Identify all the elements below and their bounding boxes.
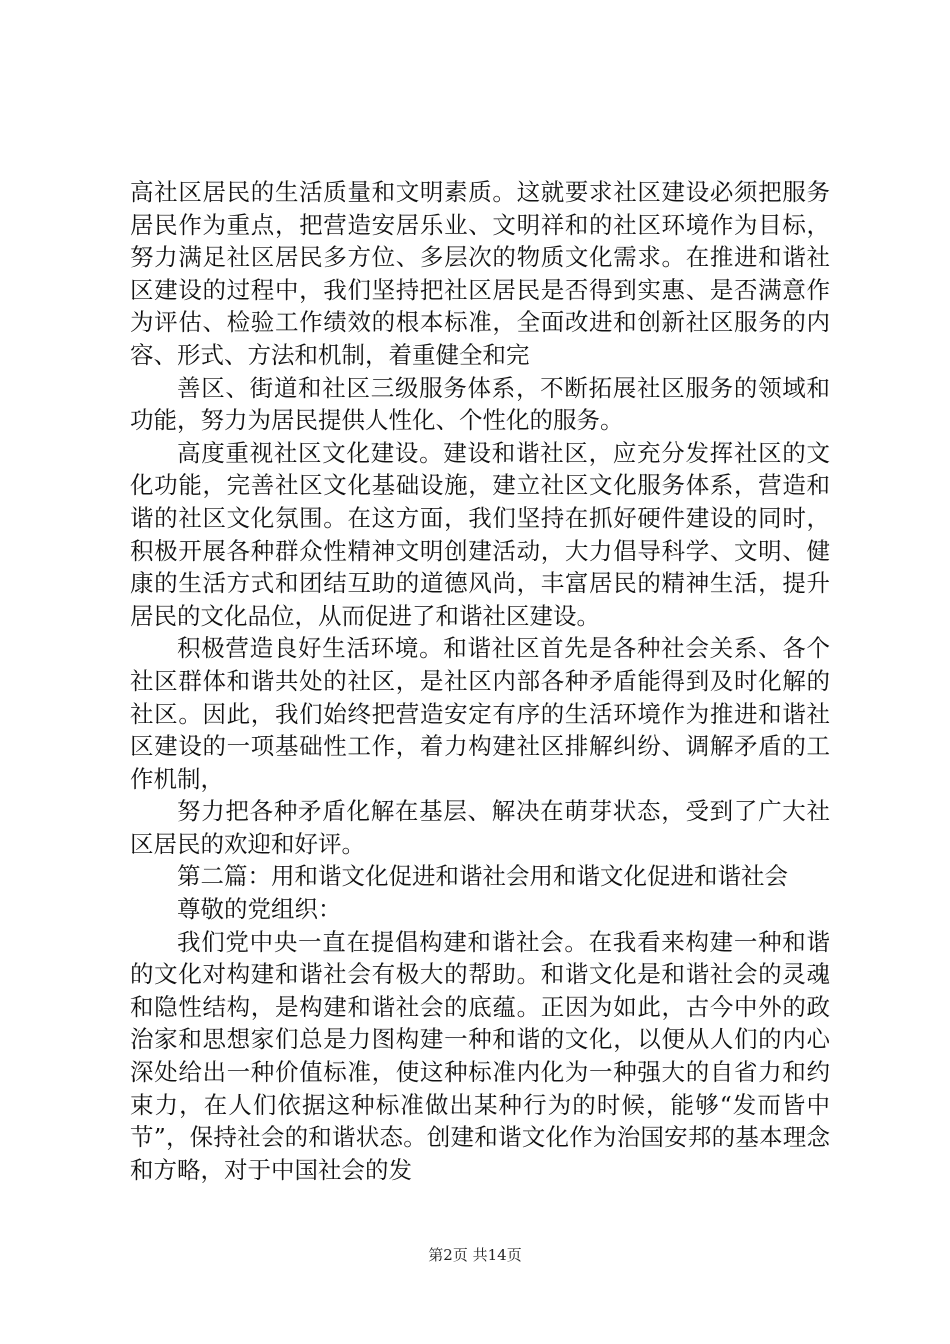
page-number-footer: 第2页 共14页 <box>428 1246 522 1264</box>
paragraph-4: 积极营造良好生活环境。和谐社区首先是各种社会关系、各个社区群体和谐共处的社区，是社区内部各种矛盾能得到及时化解的社区。因此，我们始终把营造安定有序的生活环境作为推进和谐社区建设的一项基础性工作，着力构建社区排解纠纷、调解矛盾的工作机制， <box>130 634 830 793</box>
paragraph-2: 善区、街道和社区三级服务体系，不断拓展社区服务的领域和功能，努力为居民提供人性化、个性化的服务。 <box>130 373 830 435</box>
paragraph-5: 努力把各种矛盾化解在基层、解决在萌芽状态，受到了广大社区居民的欢迎和好评。 <box>130 797 830 858</box>
paragraph-1: 高社区居民的生活质量和文明素质。这就要求社区建设必须把服务居民作为重点，把营造安居乐业、文明祥和的社区环境作为目标，努力满足社区居民多方位、多层次的物质文化需求。在推进和谐社区建设的过程中，我们坚持把社区居民是否得到实惠、是否满意作为评估、检验工作绩效的根本标准，全面改进和创新社区服务的内容、形式、方法和机制，着重健全和完 <box>130 178 830 369</box>
salutation: 尊敬的党组织： <box>177 895 342 924</box>
paragraph-3: 高度重视社区文化建设。建设和谐社区，应充分发挥社区的文化功能，完善社区文化基础设施，建立社区文化服务体系，营造和谐的社区文化氛围。在这方面，我们坚持在抓好硬件建设的同时，积极开展各种群众性精神文明创建活动，大力倡导科学、文明、健康的生活方式和团结互助的道德风尚，丰富居民的精神生活，提升居民的文化品位，从而促进了和谐社区建设。 <box>130 438 830 630</box>
paragraph-6: 我们党中央一直在提倡构建和谐社会。在我看来构建一种和谐的文化对构建和谐社会有极大的帮助。和谐文化是和谐社会的灵魂和隐性结构，是构建和谐社会的底蕴。正因为如此，古今中外的政治家和思想家们总是力图构建一种和谐的文化，以便从人们的内心深处给出一种价值标准，使这种标准内化为一种强大的自省力和约束力，在人们依据这种标准做出某种行为的时候，能够“发而皆中节”，保持社会的和谐状态。创建和谐文化作为治国安邦的基本理念和方略，对于中国社会的发 <box>130 927 830 1184</box>
document-body <box>130 176 830 1186</box>
section-heading: 第二篇：用和谐文化促进和谐社会用和谐文化促进和谐社会 <box>177 862 788 891</box>
